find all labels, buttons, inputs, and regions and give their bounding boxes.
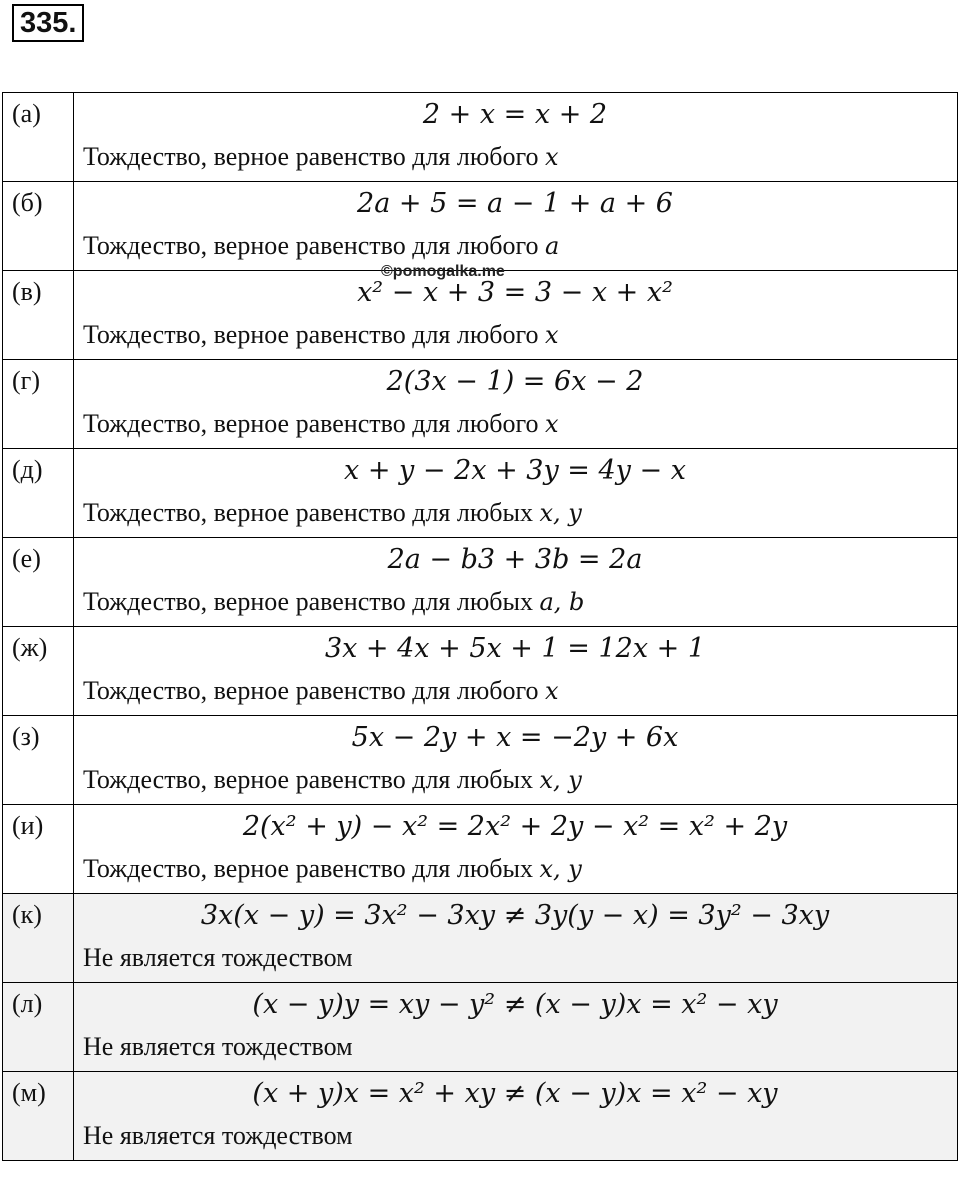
answers-table: [2, 92, 958, 1161]
equation: 2a − b3 + 3b = 2a: [387, 544, 643, 575]
equation: 2a + 5 = a − 1 + a + 6: [357, 188, 673, 219]
verdict-text: [83, 226, 957, 270]
row-label: (з): [3, 716, 74, 805]
table-row: [3, 93, 958, 182]
row-content: [74, 805, 958, 894]
row-content: [74, 271, 958, 360]
table-row: [3, 716, 958, 805]
verdict-variables: x, y: [539, 766, 582, 794]
verdict-variables: a, b: [539, 588, 585, 616]
verdict-text: [83, 137, 957, 181]
verdict-variables: x: [545, 321, 559, 349]
verdict-text: [83, 404, 957, 448]
verdict-text: [83, 1027, 957, 1071]
table-row: [3, 983, 958, 1072]
verdict-variables: x: [545, 677, 559, 705]
equation: 2(3x − 1) = 6x − 2: [386, 366, 644, 397]
row-label: (а): [3, 93, 74, 182]
row-content: [74, 93, 958, 182]
watermark: ©pomogalka.me: [381, 263, 505, 280]
row-content: [74, 449, 958, 538]
verdict-label: Тождество, верное равенство для любого: [83, 320, 546, 349]
verdict-variables: x, y: [539, 855, 582, 883]
row-label: (д): [3, 449, 74, 538]
table-row: [3, 449, 958, 538]
equation: 3x(x − y) = 3x² − 3xy ≠ 3y(y − x) = 3y² − 3xy: [200, 900, 830, 931]
verdict-variables: a: [545, 232, 560, 260]
verdict-label: Тождество, верное равенство для любого: [83, 409, 546, 438]
verdict-label: Не является тождеством: [83, 943, 353, 972]
verdict-variables: x: [545, 410, 559, 438]
verdict-text: [83, 1116, 957, 1160]
verdict-label: Тождество, верное равенство для любого: [83, 676, 546, 705]
verdict-label: Тождество, верное равенство для любых: [83, 587, 540, 616]
table-row: [3, 805, 958, 894]
table-row: [3, 360, 958, 449]
verdict-label: Не является тождеством: [83, 1032, 353, 1061]
verdict-text: [83, 671, 957, 715]
verdict-variables: x: [545, 143, 559, 171]
verdict-text: [83, 315, 957, 359]
row-content: [74, 1072, 958, 1161]
verdict-text: [83, 582, 957, 626]
row-content: [74, 627, 958, 716]
verdict-text: [83, 493, 957, 537]
row-label: (к): [3, 894, 74, 983]
equation: (x + y)x = x² + xy ≠ (x − y)x = x² − xy: [252, 1078, 778, 1109]
answers-table-body: [3, 93, 958, 1161]
row-label: (е): [3, 538, 74, 627]
row-content: [74, 894, 958, 983]
equation: 3x + 4x + 5x + 1 = 12x + 1: [324, 633, 706, 664]
verdict-label: Тождество, верное равенство для любого: [83, 142, 546, 171]
row-content: [74, 983, 958, 1072]
row-content: [74, 182, 958, 271]
verdict-label: Тождество, верное равенство для любого: [83, 231, 546, 260]
equation: 5x − 2y + x = −2y + 6x: [351, 722, 679, 753]
table-row: [3, 538, 958, 627]
verdict-text: [83, 938, 957, 982]
row-label: (и): [3, 805, 74, 894]
equation: x² − x + 3 = 3 − x + x²: [357, 277, 673, 308]
equation: 2(x² + y) − x² = 2x² + 2y − x² = x² + 2y: [242, 811, 788, 842]
table-row: [3, 894, 958, 983]
verdict-text: [83, 760, 957, 804]
equation: x + y − 2x + 3y = 4y − x: [344, 455, 686, 486]
equation: (x − y)y = xy − y² ≠ (x − y)x = x² − xy: [252, 989, 778, 1020]
table-row: [3, 1072, 958, 1161]
verdict-label: Тождество, верное равенство для любых: [83, 765, 540, 794]
row-label: (м): [3, 1072, 74, 1161]
equation: 2 + x = x + 2: [422, 99, 608, 130]
verdict-label: Тождество, верное равенство для любых: [83, 854, 540, 883]
row-content: [74, 716, 958, 805]
verdict-label: Тождество, верное равенство для любых: [83, 498, 540, 527]
row-content: [74, 538, 958, 627]
table-row: [3, 271, 958, 360]
table-row: [3, 182, 958, 271]
verdict-text: [83, 849, 957, 893]
verdict-variables: x, y: [539, 499, 582, 527]
row-label: (в): [3, 271, 74, 360]
table-row: [3, 627, 958, 716]
row-label: (г): [3, 360, 74, 449]
row-label: (л): [3, 983, 74, 1072]
problem-number: 335.: [12, 4, 84, 42]
row-label: (ж): [3, 627, 74, 716]
row-content: [74, 360, 958, 449]
row-label: (б): [3, 182, 74, 271]
verdict-label: Не является тождеством: [83, 1121, 353, 1150]
